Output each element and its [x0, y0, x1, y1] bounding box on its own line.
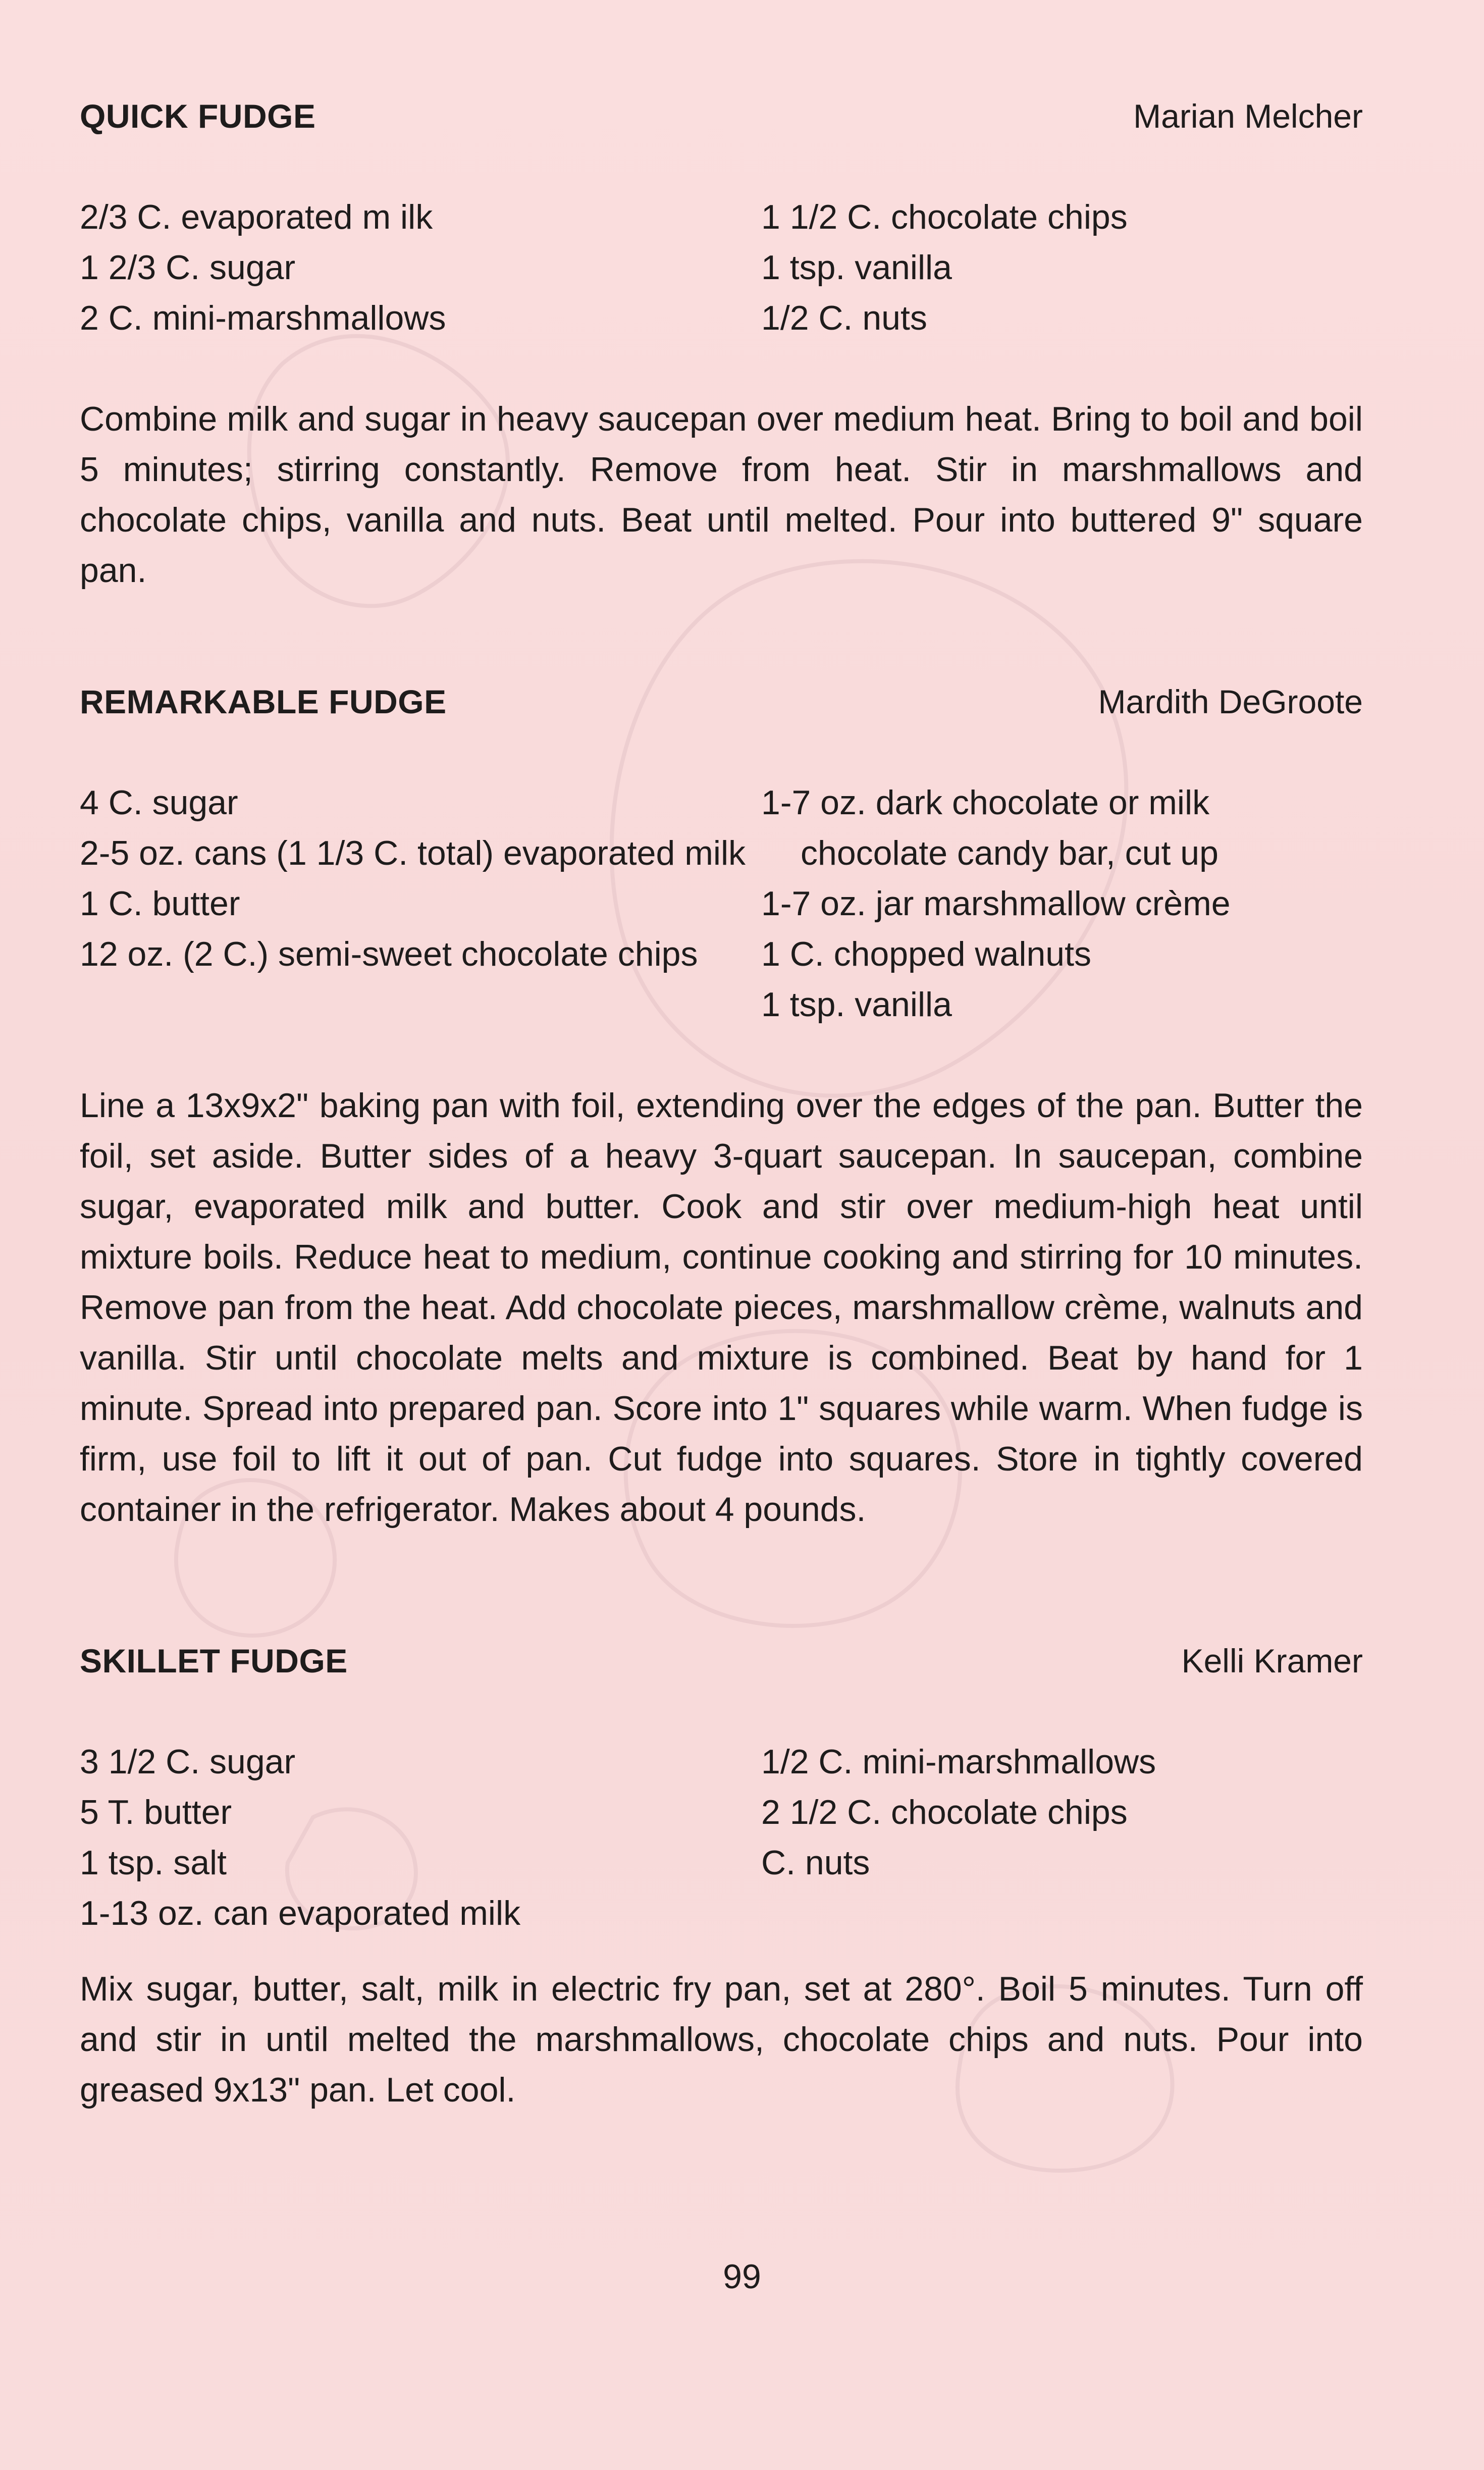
ingredient-item: 1 tsp. vanilla — [761, 985, 952, 1024]
ingredient-list — [80, 192, 1363, 343]
ingredient-column-left — [80, 192, 761, 343]
recipe-quick-fudge — [80, 91, 1363, 596]
recipe-header — [80, 91, 1363, 141]
ingredient-column-right — [761, 777, 1363, 1030]
recipe-instructions: Mix sugar, butter, salt, milk in electric fry pan, set at 280°. Boil 5 minutes. Turn off and stir in until melted the marshmallows, chocolate chips and nuts. Pour into greased 9x13" pan. Let cool. — [80, 1970, 1363, 2109]
recipe-title: SKILLET FUDGE — [80, 1642, 348, 1679]
recipe-author: Kelli Kramer — [1181, 1642, 1363, 1679]
ingredient-item: 1/2 C. nuts — [761, 299, 927, 337]
ingredient-item: 1 C. butter — [80, 884, 240, 923]
ingredient-item: 5 T. butter — [80, 1793, 232, 1831]
recipe-header — [80, 676, 1363, 727]
ingredient-item: 2 C. mini-marshmallows — [80, 299, 446, 337]
ingredient-item: 1 tsp. salt — [80, 1844, 227, 1882]
ingredient-item: 1-13 oz. can evaporated milk — [80, 1894, 521, 1932]
recipe-content — [80, 91, 1363, 2115]
ingredient-item: 1 tsp. vanilla — [761, 248, 952, 287]
recipe-title: QUICK FUDGE — [80, 97, 316, 135]
recipe-title: REMARKABLE FUDGE — [80, 683, 447, 720]
ingredient-item: 1 1/2 C. chocolate chips — [761, 198, 1128, 236]
recipe-header — [80, 1636, 1363, 1686]
ingredient-item: 12 oz. (2 C.) semi-sweet chocolate chips — [80, 935, 698, 973]
ingredient-item: 2 1/2 C. chocolate chips — [761, 1793, 1128, 1831]
ingredient-column-right — [761, 1737, 1363, 1938]
ingredient-item: 1-7 oz. jar marshmallow crème — [761, 884, 1231, 923]
ingredient-item: 2/3 C. evaporated m ilk — [80, 198, 433, 236]
ingredient-item: 1 2/3 C. sugar — [80, 248, 296, 287]
ingredient-column-left — [80, 777, 761, 1030]
recipe-remarkable-fudge — [80, 676, 1363, 1535]
ingredient-list — [80, 777, 1363, 1030]
ingredient-item: 1-7 oz. dark chocolate or milk chocolate candy bar, cut up — [761, 783, 1218, 872]
ingredient-item: 1/2 C. mini-marshmallows — [761, 1743, 1156, 1781]
ingredient-item: 2-5 oz. cans (1 1/3 C. total) evaporated milk — [80, 834, 746, 872]
ingredient-column-left — [80, 1737, 761, 1938]
ingredient-list — [80, 1737, 1363, 1938]
recipe-instructions: Combine milk and sugar in heavy saucepan over medium heat. Bring to boil and boil 5 minutes; stirring constantly. Remove from heat. Stir in marshmallows and chocolate chips, vanilla and nuts. Beat until melted. Pour into buttered 9" square pan. — [80, 400, 1363, 590]
ingredient-item: 1 C. chopped walnuts — [761, 935, 1091, 973]
ingredient-item: 3 1/2 C. sugar — [80, 1743, 296, 1781]
page-number: 99 — [723, 2257, 761, 2296]
recipe-skillet-fudge — [80, 1636, 1363, 2115]
recipe-author: Mardith DeGroote — [1098, 683, 1363, 720]
ingredient-column-right — [761, 192, 1363, 343]
ingredient-item: C. nuts — [761, 1844, 870, 1882]
recipe-instructions: Line a 13x9x2" baking pan with foil, extending over the edges of the pan. Butter the foil, set aside. Butter sides of a heavy 3-quart saucepan. In saucepan, combine sugar, evaporated milk and butter. Cook and stir over medium-high heat until mixture boils. Reduce heat to medium, continue cooking and stirring for 10 minutes. Remove pan from the heat. Add chocolate pieces, marshmallow crème, walnuts and vanilla. Stir until chocolate melts and mixture is combined. Beat by hand for 1 minute. Spread into prepared pan. Score into 1" squares while warm. When fudge is firm, use foil to lift it out of pan. Cut fudge into squares. Store in tightly covered container in the refrigerator. Makes about 4 pounds. — [80, 1086, 1363, 1529]
recipe-author: Marian Melcher — [1133, 97, 1363, 135]
ingredient-item: 4 C. sugar — [80, 783, 238, 822]
